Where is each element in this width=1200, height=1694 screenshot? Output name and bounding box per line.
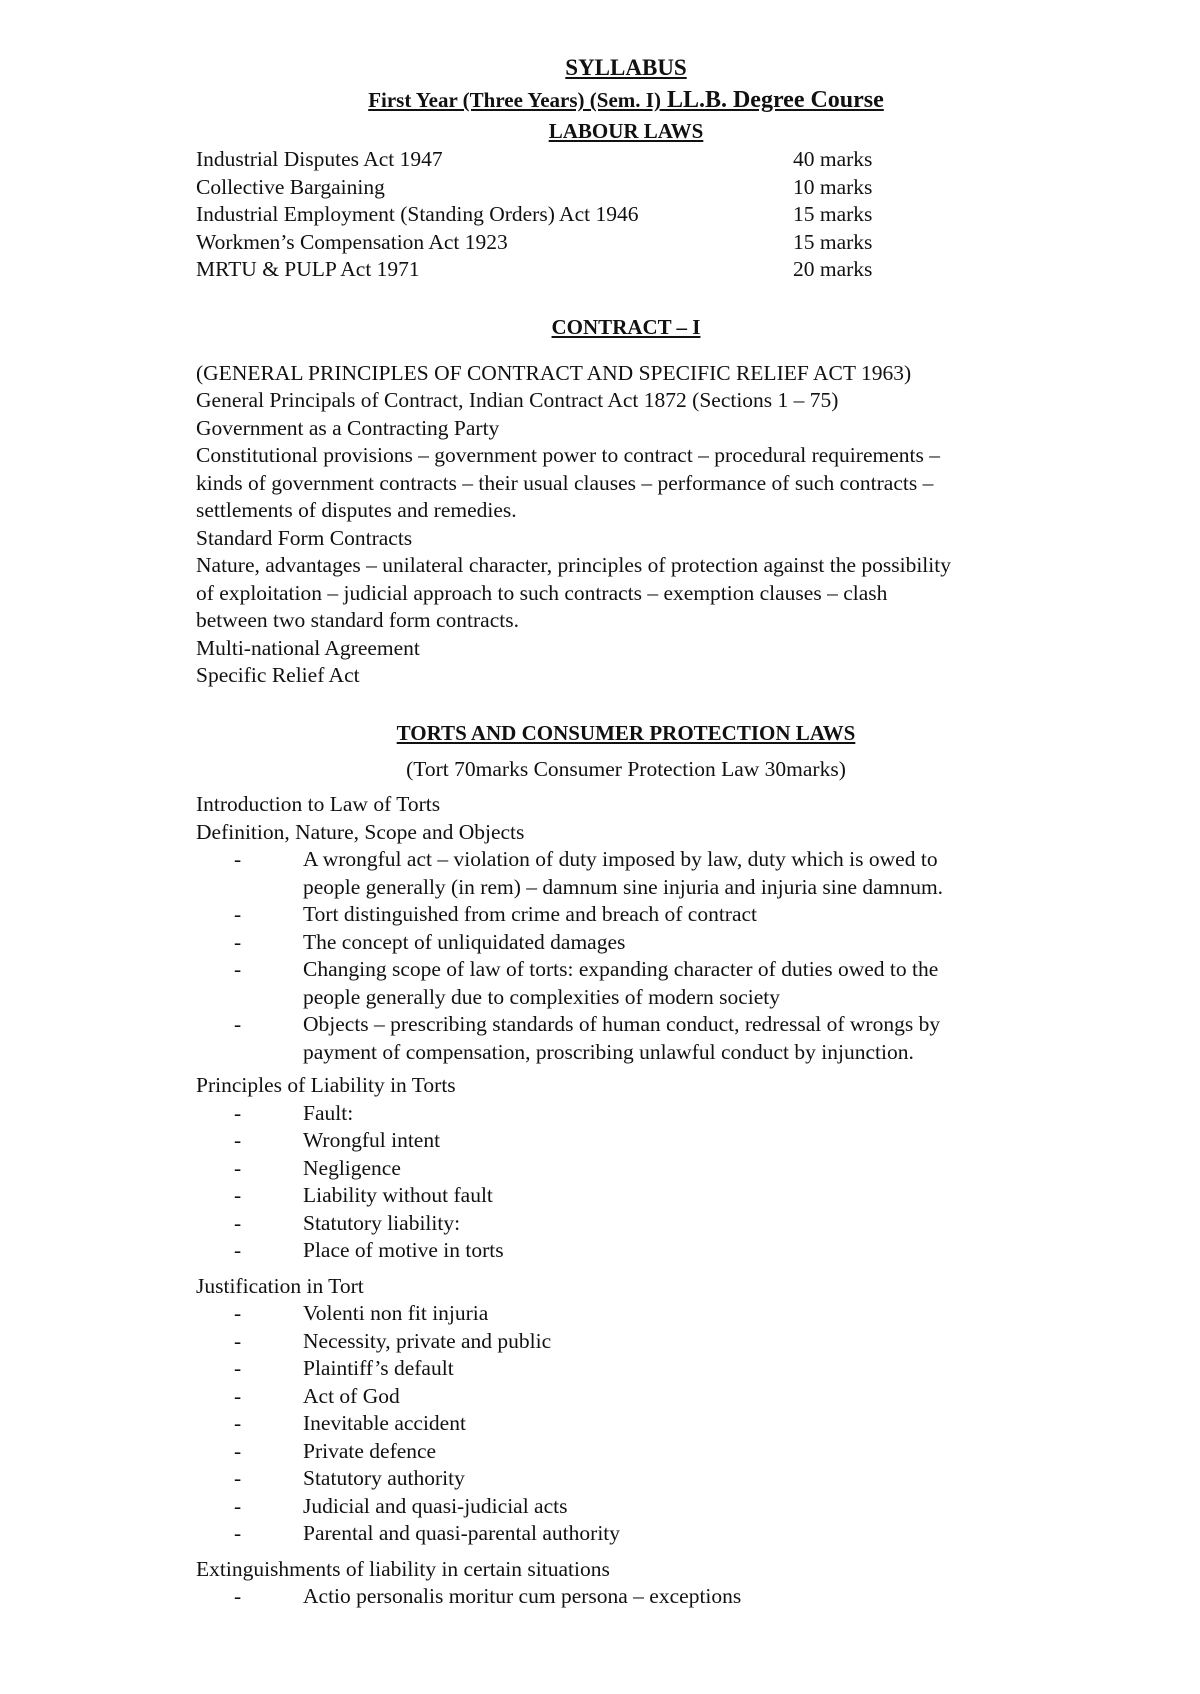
dash-bullet: - [234,1411,242,1435]
item-text: Inevitable accident [303,1411,466,1435]
item-text: Judicial and quasi-judicial acts [303,1493,568,1518]
torts-marks-note: (Tort 70marks Consumer Protection Law 30marks) [406,756,846,781]
marks: 10 marks [793,174,873,199]
course-subtitle [196,84,1056,116]
contract-line: between two standard form contracts. [196,608,519,632]
dash-bullet: - [234,1100,242,1125]
dash-bullet: - [234,847,242,871]
subtitle-part2: LL.B. Degree Course [660,87,884,113]
marks: 15 marks [793,229,873,254]
contract-heading: CONTRACT – I [551,314,701,339]
list-item [196,1182,1056,1210]
item-text: Statutory authority [303,1466,465,1490]
item-line: Tort distinguished from crime and breach of contract [303,902,758,926]
list-item [196,1493,1056,1521]
contract-line: General Principals of Contract, Indian Contract Act 1872 (Sections 1 – 75) [196,388,839,412]
labour-marks-table [196,146,1056,284]
list-item [196,1127,1056,1155]
list-item [196,1383,1056,1411]
item-line: people generally (in rem) – damnum sine injuria and injuria sine damnum. [303,874,944,899]
item-line: A wrongful act – violation of duty imposed by law, duty which is owed to [303,847,938,871]
dash-bullet: - [234,1012,242,1036]
topic: Industrial Employment (Standing Orders) Act 1946 [196,202,639,226]
list-item [196,1355,1056,1383]
item-line: Objects – prescribing standards of human conduct, redressal of wrongs by [303,1012,941,1036]
dash-bullet: - [234,1155,242,1180]
dash-bullet: - [234,1438,242,1463]
topic: MRTU & PULP Act 1971 [196,257,420,281]
contract-line: Nature, advantages – unilateral character, principles of protection against the possibility [196,553,951,577]
marks: 40 marks [793,147,873,171]
item-text: Plaintiff’s default [303,1356,454,1380]
dash-bullet: - [234,902,242,926]
marks-row [196,201,893,229]
item-text: Private defence [303,1438,437,1463]
list-item [196,956,1056,1011]
liability-list [196,1100,1056,1265]
liability-heading: Principles of Liability in Torts [196,1073,456,1097]
subtitle-part1: First Year (Three Years) (Sem. I) [368,88,661,112]
item-line: payment of compensation, proscribing unlawful conduct by injunction. [303,1039,914,1064]
topic: Workmen’s Compensation Act 1923 [196,229,508,254]
contract-line: kinds of government contracts – their usual clauses – performance of such contracts – [196,470,934,495]
list-item [196,1465,1056,1493]
item-text: Liability without fault [303,1183,493,1207]
dash-bullet: - [234,1210,242,1235]
item-text: Necessity, private and public [303,1328,552,1353]
list-item [196,1328,1056,1356]
item-text: Negligence [303,1155,401,1180]
justification-heading: Justification in Tort [196,1273,364,1298]
justification-list [196,1300,1056,1548]
dash-bullet: - [234,1383,242,1408]
torts-intro-list [196,846,1056,1066]
torts-intro-line: Definition, Nature, Scope and Objects [196,819,525,844]
list-item [196,1100,1056,1128]
list-item [196,846,1056,901]
topic: Industrial Disputes Act 1947 [196,147,443,171]
dash-bullet: - [234,929,242,954]
dash-bullet: - [234,1521,242,1545]
dash-bullet: - [234,1493,242,1518]
contract-line: Standard Form Contracts [196,525,413,550]
list-item [196,1011,1056,1066]
item-line: people generally due to complexities of modern society [303,984,781,1009]
contract-line: settlements of disputes and remedies. [196,498,517,522]
labour-laws-heading: LABOUR LAWS [548,119,704,143]
contract-body [196,360,1056,690]
marks: 15 marks [793,202,873,226]
list-item [196,1520,1056,1548]
item-text: Statutory liability: [303,1210,461,1235]
dash-bullet: - [234,1238,242,1262]
list-item [196,1210,1056,1238]
marks-row [196,174,893,202]
torts-intro-line: Introduction to Law of Torts [196,792,441,816]
torts-heading: TORTS AND CONSUMER PROTECTION LAWS [396,720,856,745]
item-text: Wrongful intent [303,1128,441,1152]
list-item [196,929,1056,957]
item-text: Parental and quasi-parental authority [303,1521,621,1545]
marks-row [196,146,893,174]
list-item [196,1583,1056,1611]
list-item [196,1438,1056,1466]
item-line: The concept of unliquidated damages [303,929,626,954]
list-item [196,1300,1056,1328]
dash-bullet: - [234,1183,242,1207]
contract-line: (GENERAL PRINCIPLES OF CONTRACT AND SPECIFIC RELIEF ACT 1963) [196,360,912,385]
page-title: SYLLABUS [565,55,687,80]
dash-bullet: - [234,1328,242,1353]
extinguish-heading: Extinguishments of liability in certain situations [196,1556,610,1581]
dash-bullet: - [234,1356,242,1380]
item-text: Act of God [303,1383,400,1408]
item-line: Changing scope of law of torts: expanding character of duties owed to the [303,957,939,981]
extinguish-list [196,1583,1056,1611]
contract-line: of exploitation – judicial approach to such contracts – exemption clauses – clash [196,580,888,605]
marks-row [196,256,893,284]
item-text: Place of motive in torts [303,1238,504,1262]
item-text: Volenti non fit injuria [303,1301,489,1325]
contract-line: Government as a Contracting Party [196,415,500,440]
dash-bullet: - [234,957,242,981]
syllabus-page [196,52,1056,1611]
list-item [196,1237,1056,1265]
marks: 20 marks [793,257,873,281]
topic: Collective Bargaining [196,174,385,199]
dash-bullet: - [234,1584,242,1608]
contract-line: Specific Relief Act [196,663,360,687]
contract-line: Multi-national Agreement [196,635,420,660]
contract-line: Constitutional provisions – government power to contract – procedural requirements – [196,443,940,467]
marks-row [196,229,893,257]
dash-bullet: - [234,1301,242,1325]
dash-bullet: - [234,1128,242,1152]
item-text: Fault: [303,1100,354,1125]
list-item [196,1155,1056,1183]
list-item [196,1410,1056,1438]
item-text: Actio personalis moritur cum persona – exceptions [303,1584,742,1608]
dash-bullet: - [234,1466,242,1490]
list-item [196,901,1056,929]
